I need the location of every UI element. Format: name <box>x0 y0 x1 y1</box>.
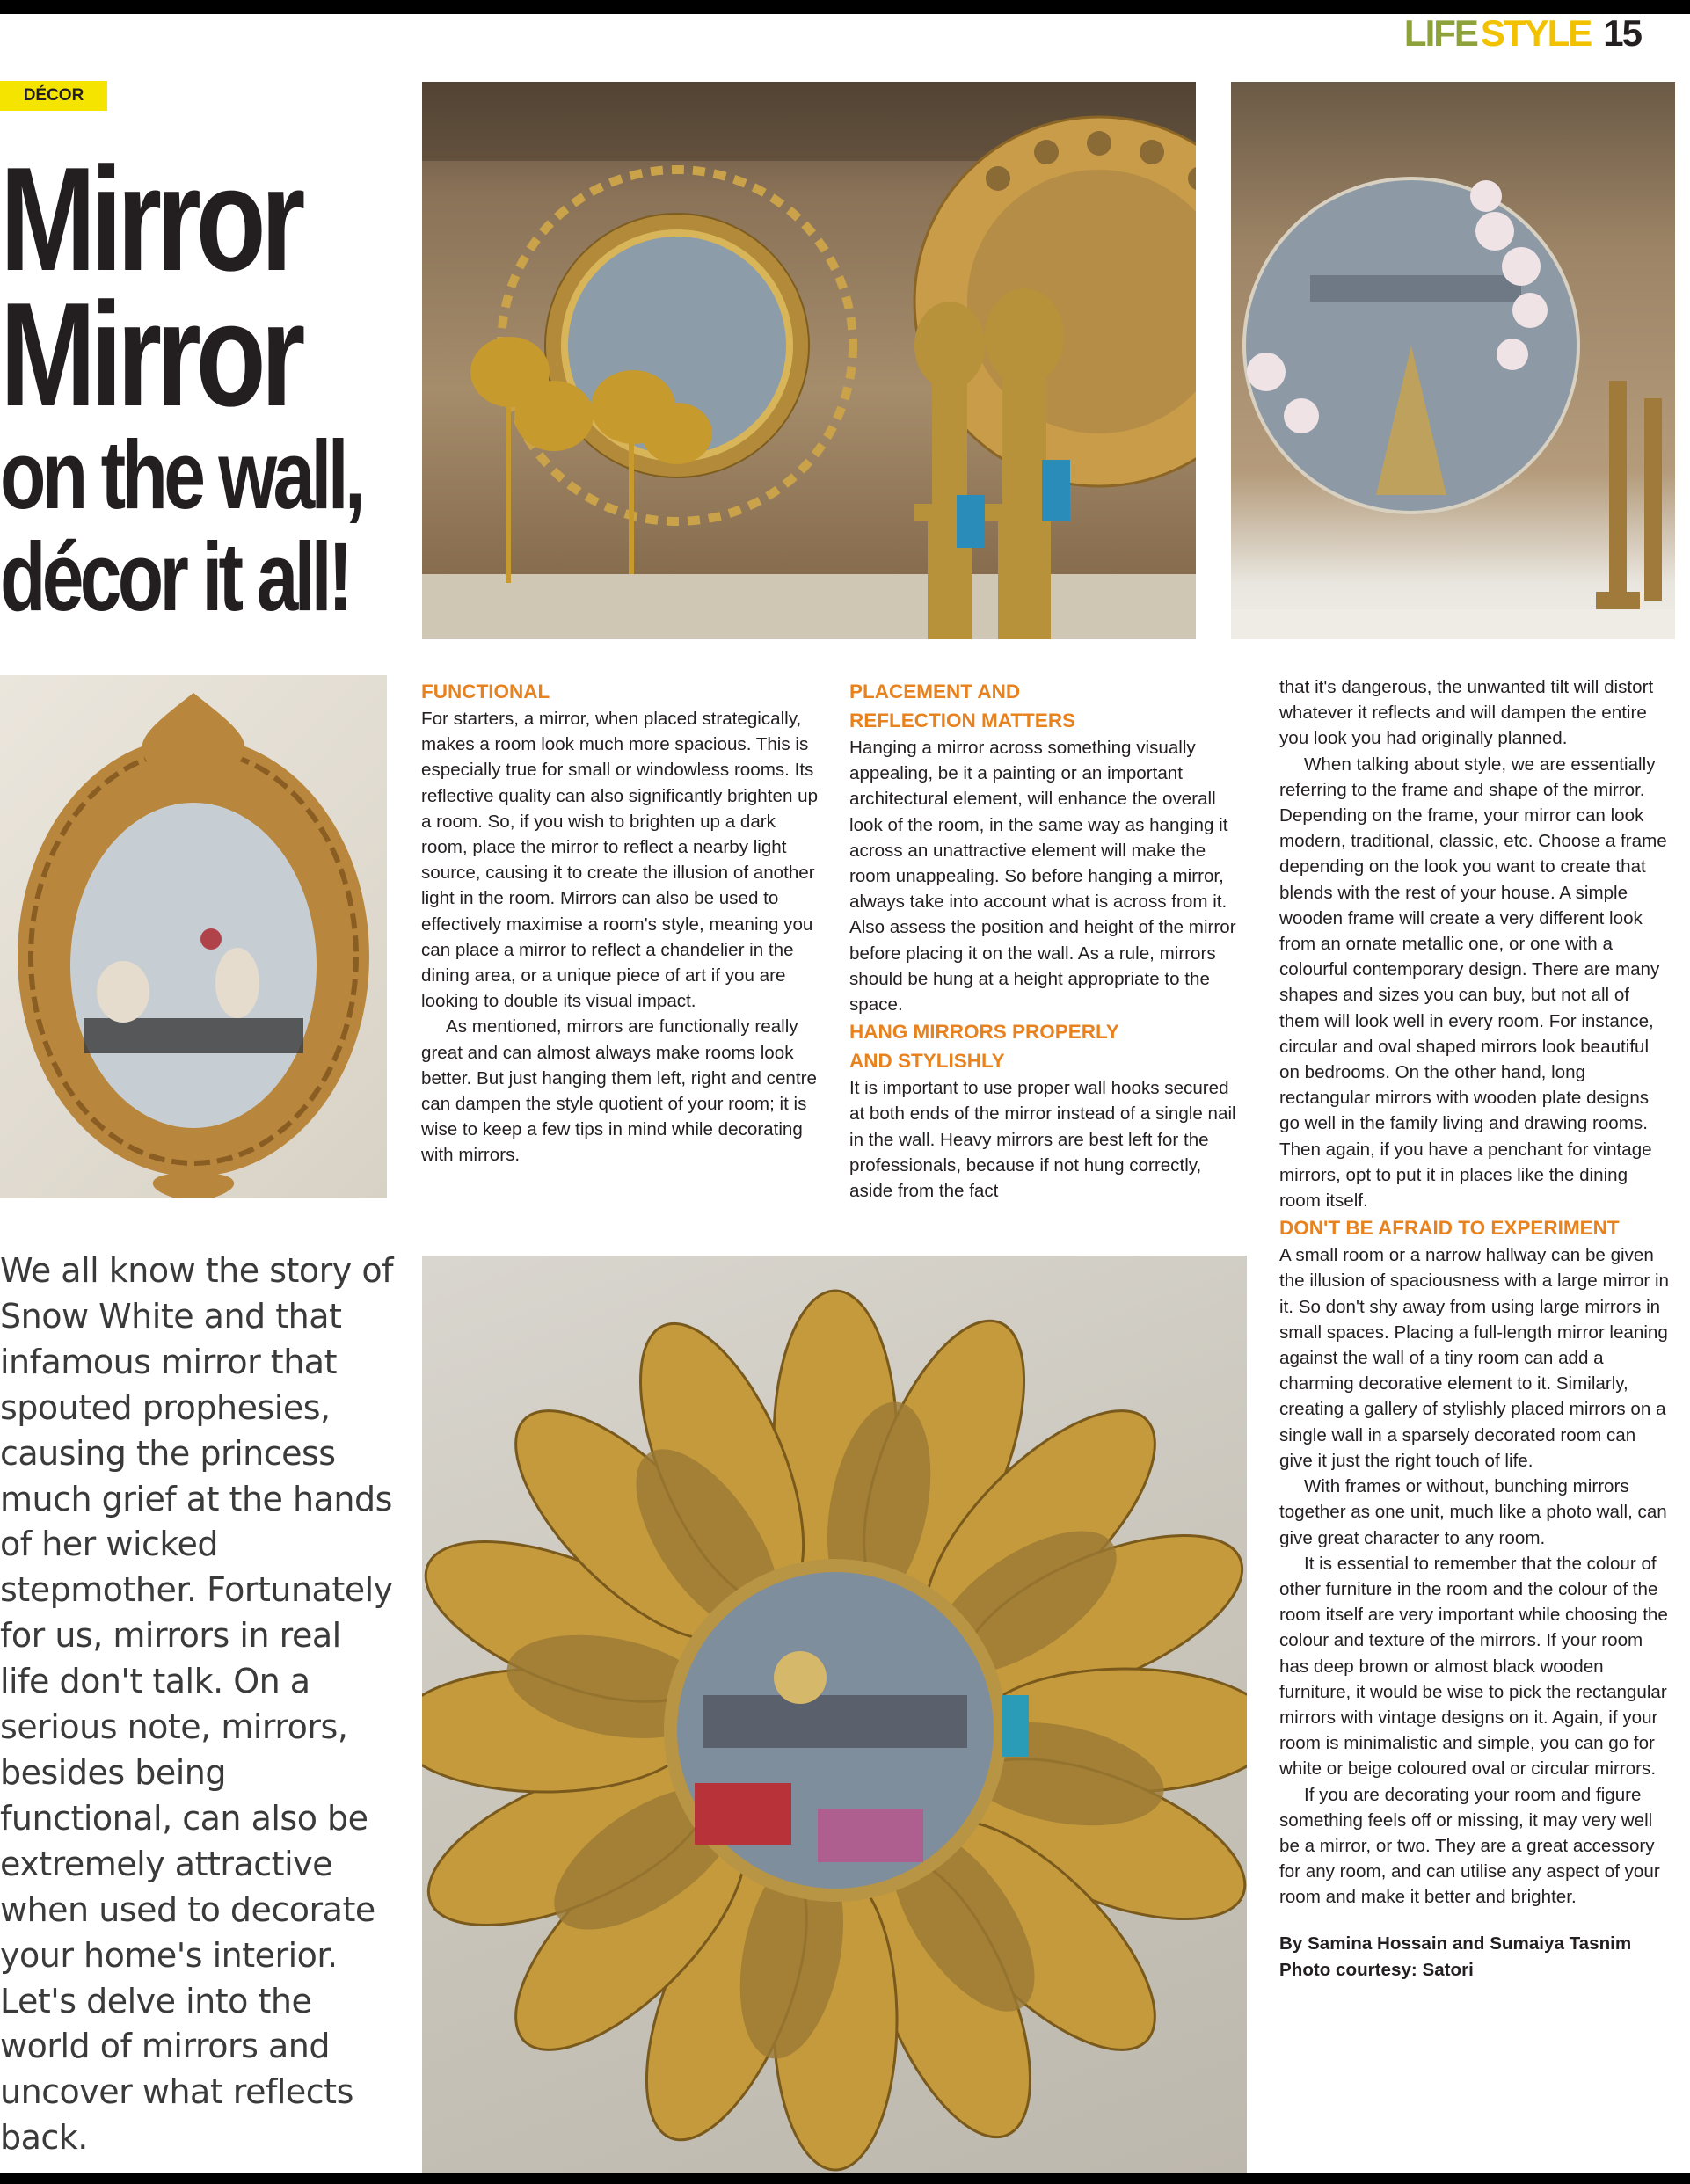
paragraph: As mentioned, mirrors are functionally really great and can almost always make rooms look better. But just hanging them left, right and centre can dampen the style quotient of your room; it is wise to keep a few tips in mind while decorating with mirrors. <box>421 1016 817 1166</box>
paragraph: For starters, a mirror, when placed strategically, makes a room look much more spacious. This is especially true for small or windowless rooms. Its reflective quality can also significantly brighten up a room. So, if you wish to brighten up a dark room, place the mirror to reflect a nearby light source, causing it to create the illusion of another light in the room. Mirrors can also be used to effectively maximise a room's style, meaning you can place a mirror to reflect a chandelier in the dining area, or a unique piece of art if you are looking to double its visual impact. <box>421 709 819 1012</box>
article-column-2 <box>849 677 1245 1204</box>
photo-credit: Photo courtesy: Satori <box>1279 1959 1474 1980</box>
heading-hang-line-2: AND STYLISHLY <box>849 1050 1005 1073</box>
paragraph: With frames or without, bunching mirrors together as one unit, much like a photo wall, can give great character to any room. <box>1279 1476 1667 1548</box>
paragraph: When talking about style, we are essentially referring to the frame and shape of the mirror. Depending on the frame, your mirror can look modern, traditional, classic, etc. Choose a frame depending on the look you want to create that blends with the rest of your house. A simple wooden frame will create a very different look from an ornate metallic one, or one with a colourful contemporary design. There are many shapes and sizes you can buy, but not all of them will look well in every room. For instance, circular and oval shaped mirrors look beautiful on bedrooms. On the other hand, long rectangular mirrors with wooden plate designs go well in the family living and drawing rooms. Then again, if you have a penchant for vintage mirrors, opt to put it in places like the dining room itself. <box>1279 753 1667 1212</box>
section-tag: DÉCOR <box>0 81 107 111</box>
article-column-1 <box>421 677 820 1168</box>
headline-line-3: on the wall, <box>0 421 362 529</box>
photo-leaf-sunburst-mirror <box>422 1256 1247 2173</box>
heading-hang-line-1: HANG MIRRORS PROPERLY <box>849 1021 1119 1044</box>
heading-hang-mirrors <box>849 1017 1245 1075</box>
masthead <box>1404 12 1641 55</box>
heading-experiment: DON'T BE AFRAID TO EXPERIMENT <box>1279 1217 1620 1240</box>
photo-floral-round-mirror <box>1231 82 1675 639</box>
paragraph: If you are decorating your room and figure something feels off or missing, it may very well be a mirror, or two. They are a great accessory for any room, and can utilise any aspect of your room and make it better and brighter. <box>1279 1784 1660 1908</box>
heading-placement-line-1: PLACEMENT AND <box>849 681 1021 703</box>
heading-placement-line-2: REFLECTION MATTERS <box>849 710 1076 732</box>
page-number: 15 <box>1603 12 1641 54</box>
pull-quote: We all know the story of Snow White and that infamous mirror that spouted prophesies, causing the princess much grief at the hands of her wicked stepmother. Fortunately for us, mirrors in real life don't talk. On a serious note, mirrors, besides being functional, can also be extremely attractive when used to decorate your home's interior. Let's delve into the world of mirrors and uncover what reflects back. <box>0 1251 393 2158</box>
headline-line-4: décor it all! <box>0 523 349 631</box>
headline <box>0 136 413 631</box>
paragraph: that it's dangerous, the unwanted tilt will distort whatever it reflects and will dampen the entire you look you had originally planned. <box>1279 677 1654 749</box>
bottom-bar <box>0 2173 1690 2184</box>
masthead-style: STYLE <box>1480 12 1592 54</box>
masthead-life: LIFE <box>1403 12 1477 54</box>
price-tag <box>957 495 985 548</box>
paragraph: It is essential to remember that the colour of other furniture in the room and the colour of the room itself are very important while choosing the colour and texture of the mirrors. If your room has deep brown or almost black wooden furniture, it would be wise to pick the rectangular mirrors with vintage designs on it. Again, if your room is minimalistic and simple, you can go for white or beige coloured oval or circular mirrors. <box>1279 1553 1668 1780</box>
paragraph: Hanging a mirror across something visually appealing, be it a painting or an important architectural element, will enhance the overall look of the room, in the same way as hanging it across an unattractive element will make the room unappealing. So before hanging a mirror, always take into account what is across from it. Also assess the position and height of the mirror before placing it on the wall. As a rule, mirrors should be hung at a height appropriate to the space. <box>849 738 1236 1016</box>
author-credit: By Samina Hossain and Sumaiya Tasnim <box>1279 1933 1632 1954</box>
heading-functional: FUNCTIONAL <box>421 681 550 703</box>
photo-ornate-oval-mirror <box>0 675 387 1198</box>
headline-line-1: Mirror <box>0 136 301 302</box>
photo-sunburst-mirror-display <box>422 82 1196 639</box>
paragraph: A small room or a narrow hallway can be given the illusion of spaciousness with a large mirror in it. So don't shy away from using large mirrors in small spaces. Placing a full-length mirror leaning against the wall of a tiny room can add a charming decorative element to it. Similarly, creating a gallery of stylishly placed mirrors on a single wall in a sparsely decorated room can give it just the right touch of life. <box>1279 1245 1669 1471</box>
paragraph: It is important to use proper wall hooks secured at both ends of the mirror instead of a single nail in the wall. Heavy mirrors are best left for the professionals, because if not hung correctly, aside from the fact <box>849 1078 1236 1202</box>
article-column-3 <box>1279 674 1673 1984</box>
headline-line-2: Mirror <box>0 272 301 437</box>
heading-placement <box>849 677 1245 735</box>
byline <box>1279 1931 1673 1984</box>
